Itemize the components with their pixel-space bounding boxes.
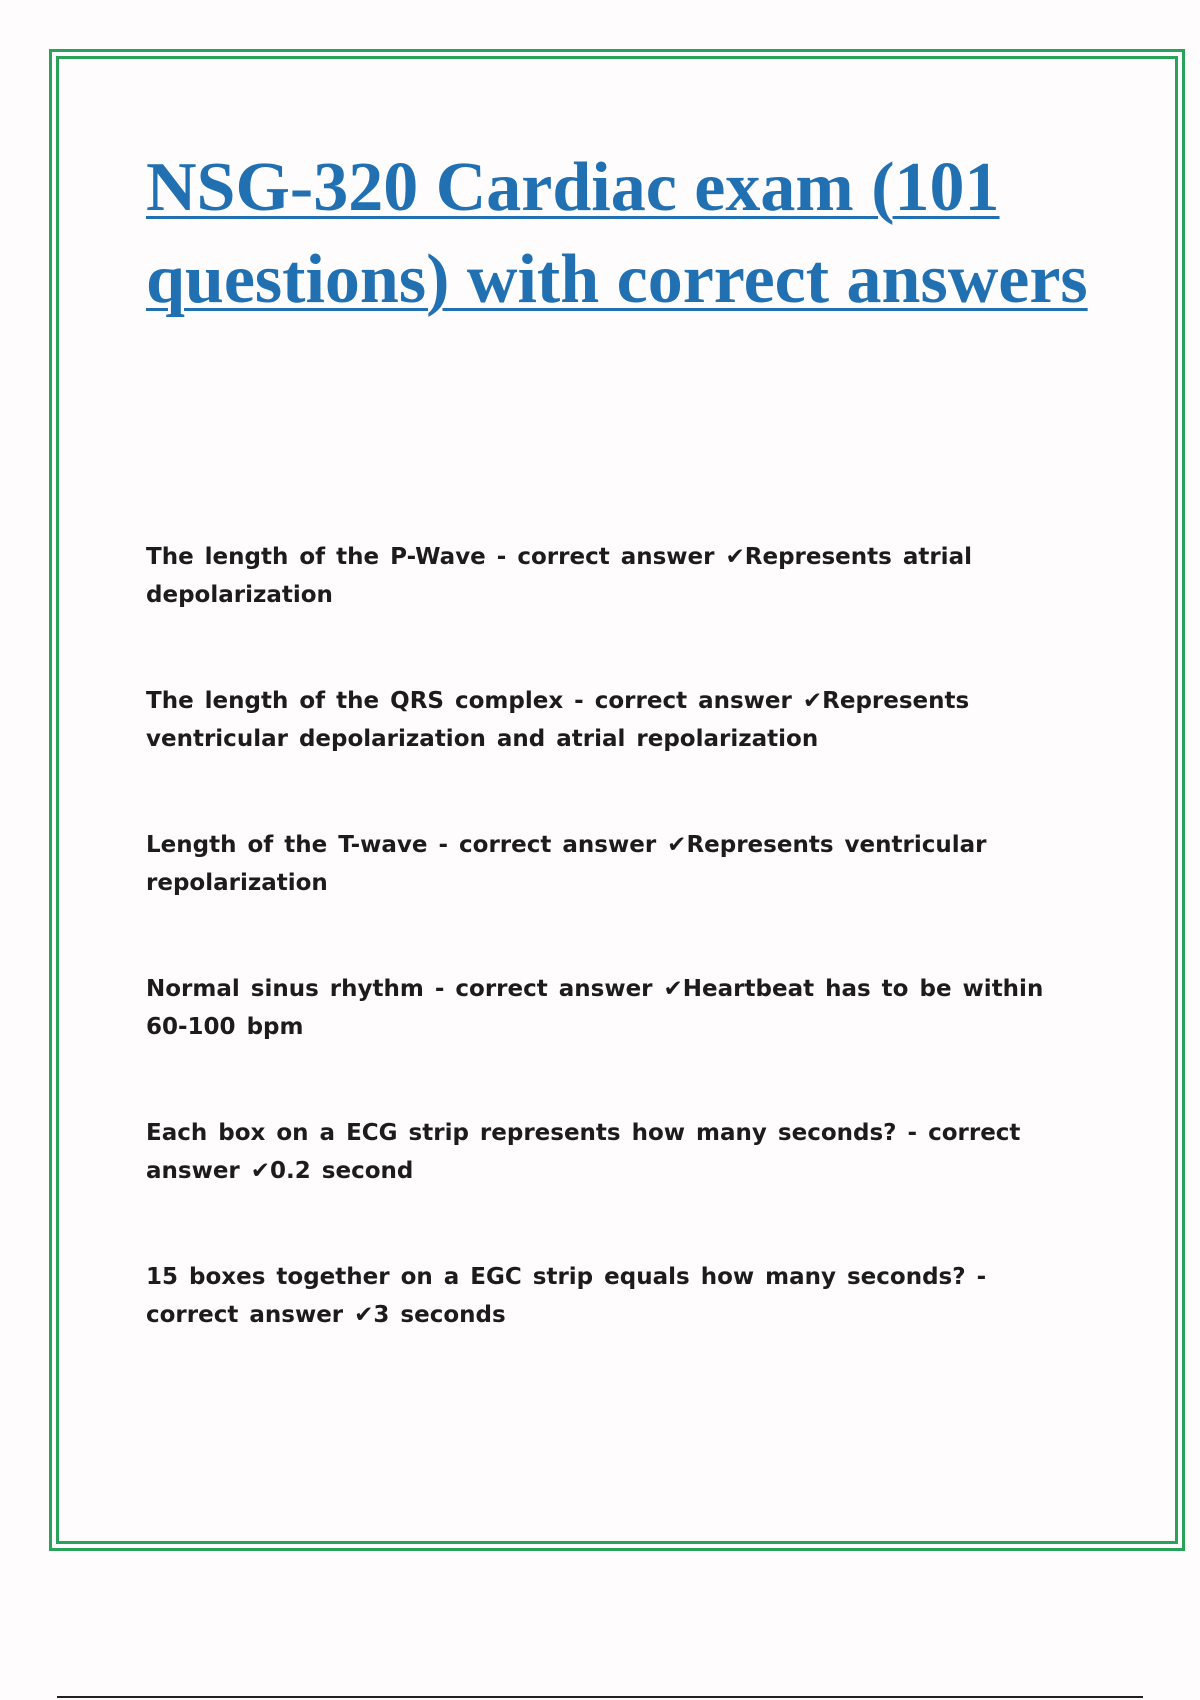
qa-list <box>146 538 1086 1402</box>
document-title: NSG-320 Cardiac exam (101 questions) with correct answers <box>146 149 1088 318</box>
qa-item: The length of the P-Wave - correct answer ✔Represents atrial depolarization <box>146 544 972 608</box>
qa-item: Normal sinus rhythm - correct answer ✔Heartbeat has to be within 60-100 bpm <box>146 976 1044 1040</box>
qa-item: Length of the T-wave - correct answer ✔Represents ventricular repolarization <box>146 832 987 896</box>
qa-item: Each box on a ECG strip represents how many seconds? - correct answer ✔0.2 second <box>146 1120 1021 1184</box>
footer-rule <box>57 1696 1143 1698</box>
qa-item: 15 boxes together on a EGC strip equals how many seconds? - correct answer ✔3 seconds <box>146 1264 987 1328</box>
qa-item: The length of the QRS complex - correct answer ✔Represents ventricular depolarization and atrial repolarization <box>146 688 970 752</box>
